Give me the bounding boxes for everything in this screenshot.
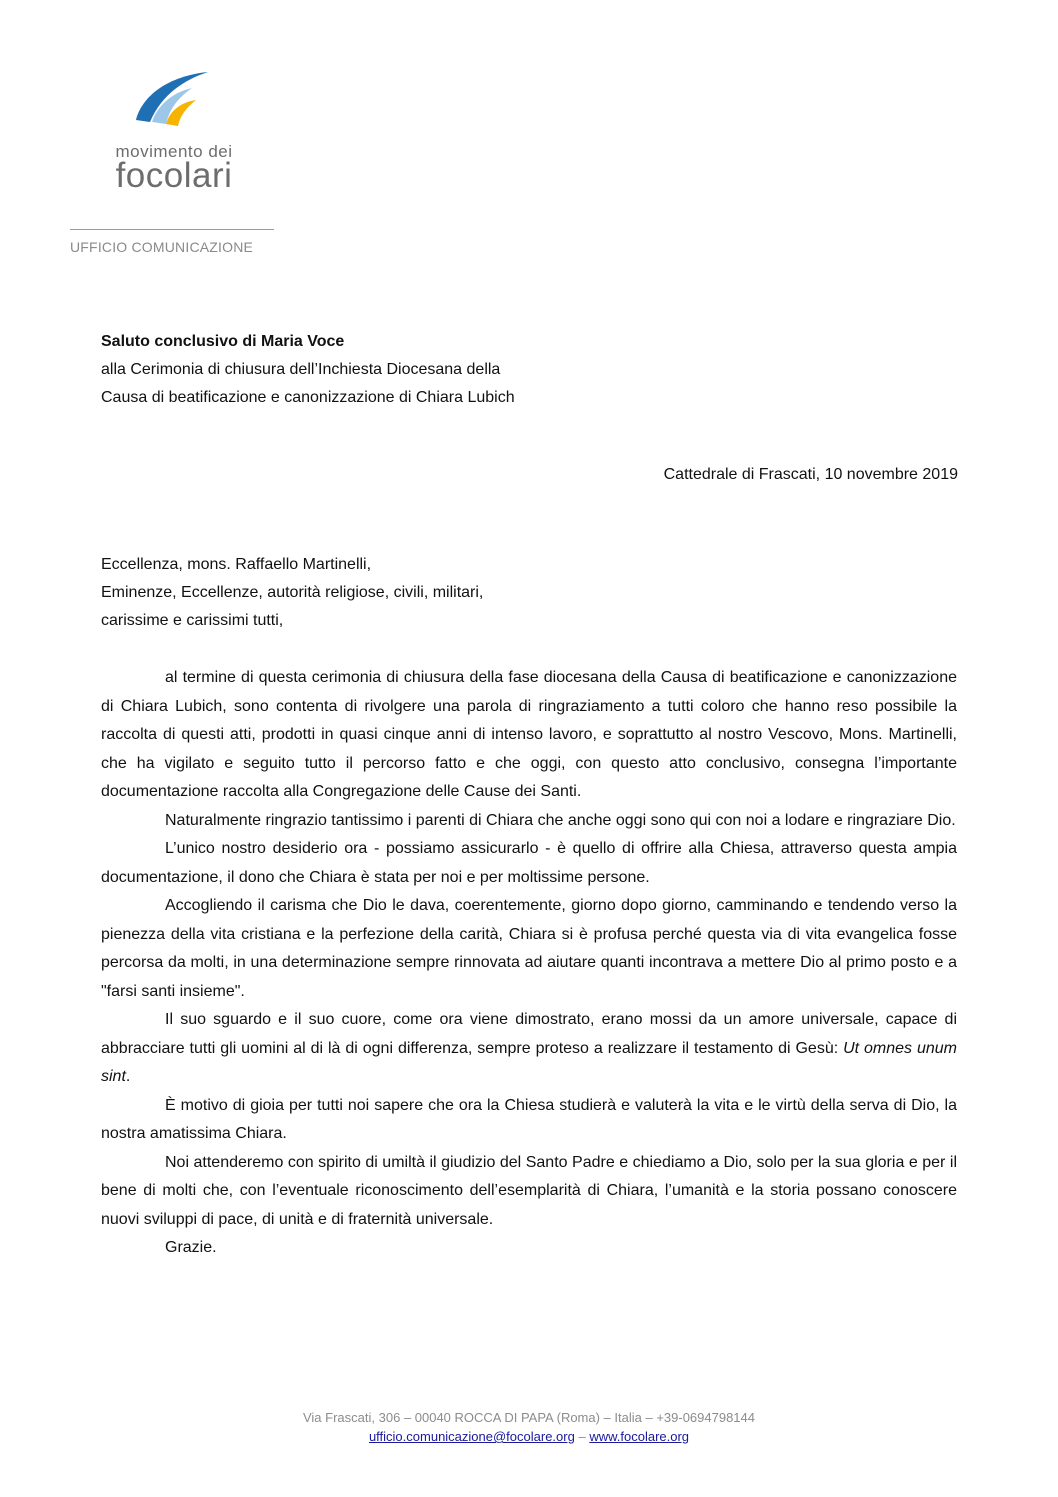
closing-thanks: Grazie. — [165, 1239, 217, 1256]
paragraph-1: al termine di questa cerimonia di chiusura della fase diocesana della Causa di beatificazione e canonizzazione di Chiara Lubich, sono contenta di rivolgere una parola di ringraziamento a tutti coloro che hanno reso possibile la raccolta di questi atti, prodotti in quasi cinque anni di intenso lavoro, e soprattutto al nostro Vescovo, Mons. Martinelli, che ha vigilato e seguito tutto il percorso fatto e che oggi, con questo atto conclusivo, consegna l’importante documentazione raccolta alla Congregazione delle Cause dei Santi. — [101, 669, 957, 800]
latin-quote: Ut omnes unum sint — [101, 1039, 957, 1085]
paragraph-2: Naturalmente ringrazio tantissimo i parenti di Chiara che anche oggi sono qui con noi a lodare e ringraziare Dio. — [165, 811, 956, 829]
place-date: Cattedrale di Frascati, 10 novembre 2019 — [663, 466, 958, 483]
paragraph-5-text: Il suo sguardo e il suo cuore, come ora viene dimostrato, erano mossi da un amore universale, capace di abbracciare tutti gli uomini al di là di ogni differenza, sempre proteso a realizzare il testamento di Gesù: — [101, 1011, 957, 1057]
paragraph-5 — [101, 1006, 957, 1092]
salutation-line-1: Eccellenza, mons. Raffaello Martinelli, — [101, 556, 372, 573]
logo-text-focolari: focolari — [115, 156, 233, 195]
footer-separator: – — [578, 1429, 586, 1444]
paragraph-5-end: . — [125, 1068, 131, 1085]
document-subtitle-line-1: alla Cerimonia di chiusura dell’Inchiesta Diocesana della — [101, 361, 501, 378]
paragraph-3: L’unico nostro desiderio ora - possiamo assicurarlo - è quello di offrire alla Chiesa, attraverso questa ampia documentazione, il dono che Chiara è stata per noi e per moltissime persone. — [101, 840, 957, 886]
paragraph-7: Noi attenderemo con spirito di umiltà il giudizio del Santo Padre e chiediamo a Dio, solo per la sua gloria e per il bene di molti che, con l’eventuale riconoscimento dell’esemplarità di Chiara, l’umanità e la storia possano conoscere nuovi sviluppi di pace, di unità e di fraternità universale. — [101, 1153, 957, 1228]
focolari-logo — [100, 68, 290, 208]
office-name: UFFICIO COMUNICAZIONE — [70, 239, 254, 255]
document-title: Saluto conclusivo di Maria Voce — [101, 333, 345, 350]
salutation — [101, 551, 801, 635]
paragraph-6: È motivo di gioia per tutti noi sapere che ora la Chiesa studierà e valuterà la vita e le virtù della serva di Dio, la nostra amatissima Chiara. — [101, 1096, 957, 1142]
letter-body — [101, 664, 957, 1263]
document-subtitle-line-2: Causa di beatificazione e canonizzazione di Chiara Lubich — [101, 389, 515, 406]
salutation-line-2: Eminenze, Eccellenze, autorità religiose, civili, militari, — [101, 584, 484, 601]
focolari-swoosh-icon — [132, 68, 212, 128]
header-divider — [70, 229, 274, 230]
document-heading — [101, 328, 701, 412]
footer-address: Via Frascati, 306 – 00040 ROCCA DI PAPA (Roma) – Italia – +39-0694798144 — [302, 1410, 755, 1425]
footer — [0, 1408, 1058, 1446]
website-link[interactable]: www.focolare.org — [589, 1429, 690, 1444]
logo-text-movimento: movimento dei — [115, 142, 233, 161]
paragraph-4: Accogliendo il carisma che Dio le dava, coerentemente, giorno dopo giorno, camminando e tendendo verso la pienezza della vita cristiana e la perfezione della carità, Chiara si è profusa perché questa via di vita evangelica fosse percorsa da molti, in una determinazione sempre rinnovata ad aiutare quanti incontrava a mettere Dio al primo posto e a "farsi santi insieme". — [101, 897, 957, 1000]
salutation-line-3: carissime e carissimi tutti, — [101, 612, 284, 629]
email-link[interactable]: ufficio.comunicazione@focolare.org — [368, 1429, 575, 1444]
footer-links — [0, 1427, 1058, 1446]
